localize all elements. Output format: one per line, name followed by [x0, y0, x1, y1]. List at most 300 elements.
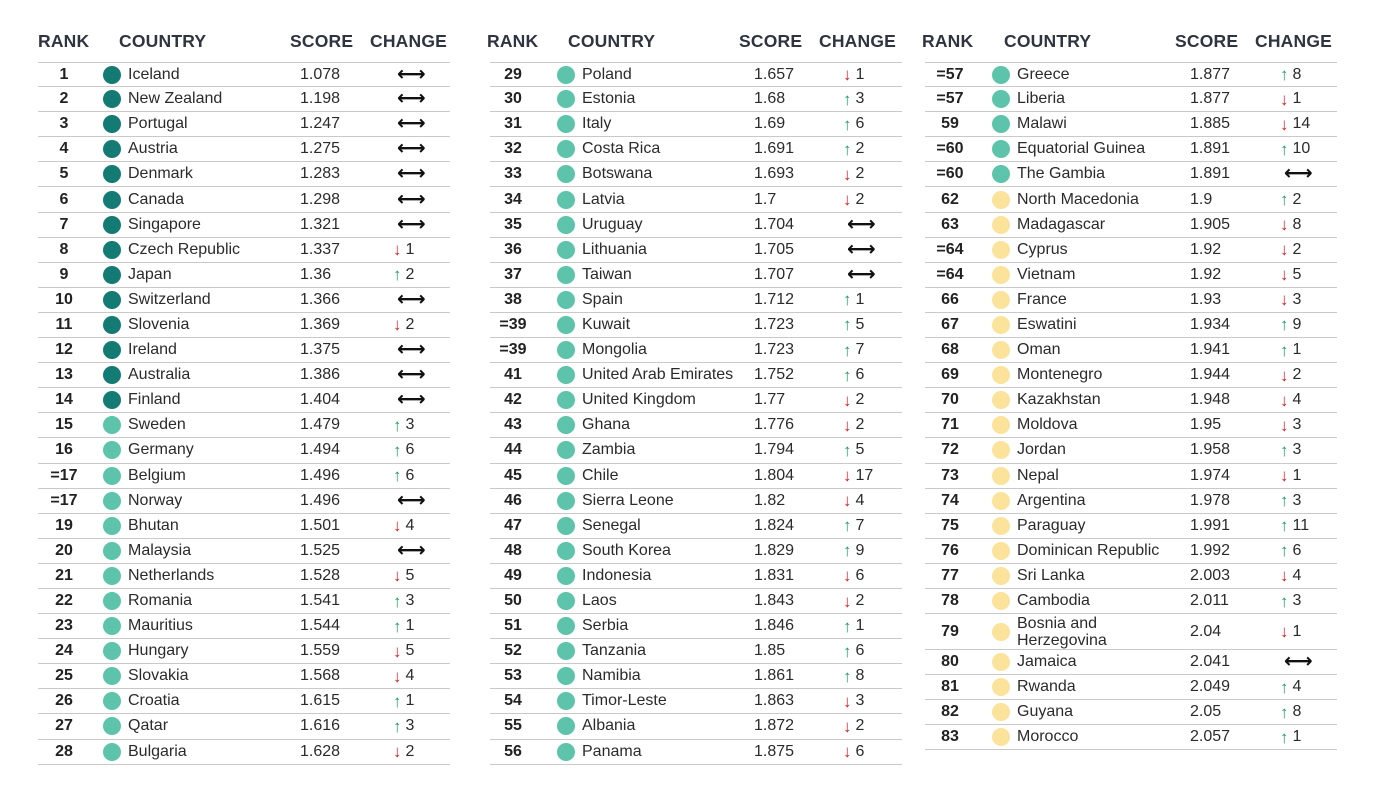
arrow-down-icon: ↓ [843, 466, 852, 486]
change-cell [843, 567, 864, 585]
country-cell: Sri Lanka [1017, 566, 1085, 584]
table-row [925, 589, 1337, 614]
change-value: 6 [855, 366, 865, 384]
change-value: 2 [405, 742, 415, 760]
score-cell: 1.804 [754, 466, 795, 484]
score-cell: 1.794 [754, 441, 795, 459]
tier-dot-icon [557, 467, 575, 485]
table-row [490, 489, 902, 514]
rank-cell: =17 [50, 466, 78, 484]
table-row [925, 363, 1337, 388]
tier-dot-icon [103, 241, 121, 259]
tier-dot-icon [992, 441, 1010, 459]
arrow-up-icon: ↑ [393, 691, 402, 711]
change-cell [397, 363, 426, 386]
country-cell: Bosnia and Herzegovina [1017, 614, 1107, 649]
score-cell: 1.541 [300, 592, 341, 610]
rank-cell: 1 [59, 65, 69, 83]
tier-dot-icon [992, 316, 1010, 334]
country-cell: Taiwan [582, 265, 632, 283]
tier-dot-icon [992, 291, 1010, 309]
country-cell: Croatia [128, 692, 180, 710]
arrow-up-icon: ↑ [1280, 65, 1289, 85]
rank-cell: 54 [504, 692, 522, 710]
change-cell [1280, 467, 1301, 485]
country-cell: Italy [582, 115, 612, 133]
country-cell: Japan [128, 265, 172, 283]
change-header: CHANGE [370, 31, 448, 51]
tier-dot-icon [557, 266, 575, 284]
rank-cell: 74 [941, 491, 959, 509]
change-value: 2 [855, 391, 865, 409]
rank-cell: 63 [941, 215, 959, 233]
change-value: 6 [405, 466, 415, 484]
arrow-left-right-icon: ⟷ [397, 112, 426, 135]
score-cell: 2.049 [1190, 678, 1231, 696]
score-cell: 1.693 [754, 165, 795, 183]
table-row [38, 639, 450, 664]
country-cell: Portugal [128, 115, 188, 133]
arrow-up-icon: ↑ [843, 290, 852, 310]
arrow-down-icon: ↓ [1280, 240, 1289, 260]
country-cell: Moldova [1017, 416, 1078, 434]
change-cell [843, 467, 873, 485]
change-value: 2 [405, 265, 415, 283]
table-row [38, 313, 450, 338]
table-row [925, 464, 1337, 489]
change-cell [1280, 703, 1301, 721]
change-cell [843, 743, 864, 761]
country-cell: Slovenia [128, 315, 190, 333]
change-value: 2 [855, 592, 865, 610]
rank-cell: 12 [55, 341, 73, 359]
arrow-up-icon: ↑ [1280, 727, 1289, 747]
rank-cell: 66 [941, 290, 959, 308]
rank-cell: 16 [55, 441, 73, 459]
arrow-down-icon: ↓ [843, 164, 852, 184]
rank-cell: 53 [504, 667, 522, 685]
country-cell: Finland [128, 391, 181, 409]
score-cell: 1.92 [1190, 240, 1222, 258]
rank-cell: 80 [941, 653, 959, 671]
arrow-down-icon: ↓ [393, 641, 402, 661]
table-row [925, 263, 1337, 288]
table-row [38, 62, 450, 87]
change-cell [843, 692, 864, 710]
score-cell: 2.04 [1190, 622, 1222, 640]
tier-dot-icon [557, 517, 575, 535]
score-cell: 1.704 [754, 215, 795, 233]
country-cell: Jamaica [1017, 653, 1077, 671]
change-value: 1 [405, 692, 415, 710]
score-cell: 1.369 [300, 315, 341, 333]
arrow-down-icon: ↓ [843, 415, 852, 435]
arrow-up-icon: ↑ [843, 516, 852, 536]
country-cell: Bhutan [128, 516, 179, 534]
arrow-up-icon: ↑ [843, 440, 852, 460]
score-cell: 1.298 [300, 190, 341, 208]
change-cell [1284, 162, 1313, 185]
arrow-up-icon: ↑ [1280, 190, 1289, 210]
rank-cell: 42 [504, 391, 522, 409]
country-cell: Cambodia [1017, 592, 1090, 610]
tier-dot-icon [992, 341, 1010, 359]
table-row [38, 137, 450, 162]
rank-cell: 76 [941, 541, 959, 559]
score-cell: 1.366 [300, 290, 341, 308]
table-row [925, 388, 1337, 413]
change-cell [397, 288, 426, 311]
score-cell: 1.885 [1190, 115, 1231, 133]
tier-dot-icon [103, 266, 121, 284]
rank-cell: 23 [55, 617, 73, 635]
tier-dot-icon [103, 191, 121, 209]
arrow-left-right-icon: ⟷ [397, 489, 426, 512]
table-row [925, 137, 1337, 162]
rank-cell: 52 [504, 642, 522, 660]
change-cell [843, 366, 864, 384]
change-cell [843, 291, 864, 309]
score-cell: 1.875 [754, 742, 795, 760]
country-cell: Hungary [128, 642, 189, 660]
tier-dot-icon [992, 366, 1010, 384]
table-row [38, 162, 450, 187]
country-cell: Denmark [128, 165, 193, 183]
table-row [38, 614, 450, 639]
arrow-up-icon: ↑ [393, 716, 402, 736]
table-row [925, 238, 1337, 263]
change-cell [843, 492, 864, 510]
change-value: 5 [855, 441, 865, 459]
score-cell: 1.891 [1190, 140, 1231, 158]
tier-dot-icon [557, 241, 575, 259]
tier-dot-icon [992, 165, 1010, 183]
tier-dot-icon [992, 467, 1010, 485]
country-cell: United Arab Emirates [582, 366, 734, 384]
score-cell: 1.948 [1190, 391, 1231, 409]
tier-dot-icon [992, 492, 1010, 510]
tier-dot-icon [557, 567, 575, 585]
tier-dot-icon [103, 391, 121, 409]
arrow-left-right-icon: ⟷ [397, 388, 426, 411]
change-value: 3 [1292, 416, 1302, 434]
change-value: 2 [1292, 366, 1302, 384]
country-cell: Botswana [582, 165, 653, 183]
country-cell: Sierra Leone [582, 491, 674, 509]
country-cell: Lithuania [582, 240, 647, 258]
change-value: 8 [1292, 215, 1302, 233]
rank-cell: 13 [55, 366, 73, 384]
country-cell: Mauritius [128, 617, 193, 635]
tier-dot-icon [103, 115, 121, 133]
score-cell: 1.92 [1190, 265, 1222, 283]
score-cell: 1.9 [1190, 190, 1213, 208]
score-cell: 1.824 [754, 516, 795, 534]
table-row [490, 213, 902, 238]
country-cell: Panama [582, 742, 642, 760]
table-row [490, 263, 902, 288]
change-value: 2 [1292, 240, 1302, 258]
change-cell [393, 517, 414, 535]
change-value: 8 [1292, 703, 1302, 721]
table-row [490, 438, 902, 463]
change-cell [397, 63, 426, 86]
table-row [490, 288, 902, 313]
score-cell: 1.628 [300, 742, 341, 760]
rank-cell: 28 [55, 742, 73, 760]
change-cell [397, 489, 426, 512]
country-cell: Albania [582, 717, 636, 735]
tier-dot-icon [557, 140, 575, 158]
table-row [38, 714, 450, 739]
change-value: 1 [1292, 341, 1302, 359]
arrow-up-icon: ↑ [843, 89, 852, 109]
arrow-down-icon: ↓ [1280, 265, 1289, 285]
rank-cell: 56 [504, 742, 522, 760]
change-cell [843, 717, 864, 735]
rank-cell: 48 [504, 541, 522, 559]
change-cell [843, 441, 864, 459]
score-cell: 1.974 [1190, 466, 1231, 484]
arrow-up-icon: ↑ [843, 641, 852, 661]
table-row [490, 714, 902, 739]
country-cell: Switzerland [128, 290, 211, 308]
country-cell: Czech Republic [128, 240, 241, 258]
table-row [38, 564, 450, 589]
score-cell: 1.77 [754, 391, 786, 409]
country-cell: Malawi [1017, 115, 1067, 133]
tier-dot-icon [992, 90, 1010, 108]
arrow-up-icon: ↑ [393, 440, 402, 460]
arrow-up-icon: ↑ [1280, 677, 1289, 697]
rank-cell: =60 [936, 140, 964, 158]
arrow-left-right-icon: ⟷ [397, 63, 426, 86]
table-row [490, 363, 902, 388]
arrow-left-right-icon: ⟷ [397, 539, 426, 562]
arrow-left-right-icon: ⟷ [397, 338, 426, 361]
country-cell: Senegal [582, 516, 641, 534]
change-value: 6 [855, 742, 865, 760]
rank-cell: 45 [504, 466, 522, 484]
table-row [925, 313, 1337, 338]
country-cell: Jordan [1017, 441, 1066, 459]
table-row [490, 62, 902, 87]
change-cell [1280, 316, 1301, 334]
change-value: 5 [405, 566, 415, 584]
score-cell: 2.057 [1190, 728, 1231, 746]
tier-dot-icon [557, 642, 575, 660]
country-cell: Spain [582, 290, 623, 308]
table-row [490, 564, 902, 589]
country-cell: Austria [128, 140, 178, 158]
change-value: 6 [855, 642, 865, 660]
change-cell [843, 316, 864, 334]
score-cell: 1.992 [1190, 541, 1231, 559]
arrow-down-icon: ↓ [393, 516, 402, 536]
arrow-up-icon: ↑ [843, 340, 852, 360]
arrow-left-right-icon: ⟷ [397, 288, 426, 311]
score-cell: 1.36 [300, 265, 332, 283]
tier-dot-icon [992, 66, 1010, 84]
change-cell [1280, 542, 1301, 560]
arrow-left-right-icon: ⟷ [397, 162, 426, 185]
rank-cell: 81 [941, 678, 959, 696]
change-cell [397, 87, 426, 110]
rank-cell: =64 [936, 265, 964, 283]
change-value: 3 [405, 592, 415, 610]
country-cell: Slovakia [128, 667, 189, 685]
arrow-up-icon: ↑ [843, 365, 852, 385]
score-cell: 1.705 [754, 240, 795, 258]
arrow-down-icon: ↓ [1280, 622, 1289, 642]
tier-dot-icon [103, 441, 121, 459]
table-row [38, 363, 450, 388]
change-value: 3 [405, 416, 415, 434]
country-cell: Kazakhstan [1017, 391, 1101, 409]
tier-dot-icon [992, 216, 1010, 234]
table-row [38, 288, 450, 313]
table-row [925, 539, 1337, 564]
country-cell: Timor-Leste [582, 692, 667, 710]
country-cell: Nepal [1017, 466, 1059, 484]
score-cell: 1.078 [300, 65, 341, 83]
score-cell: 1.337 [300, 240, 341, 258]
change-cell [843, 90, 864, 108]
table-row [38, 664, 450, 689]
score-cell: 1.7 [754, 190, 777, 208]
rank-cell: =39 [499, 341, 527, 359]
country-cell: Greece [1017, 65, 1070, 83]
change-value: 1 [405, 240, 415, 258]
arrow-up-icon: ↑ [1280, 491, 1289, 511]
rank-cell: 26 [55, 692, 73, 710]
table-row [38, 388, 450, 413]
rank-cell: 8 [59, 240, 69, 258]
tier-dot-icon [992, 653, 1010, 671]
table-row [38, 338, 450, 363]
change-value: 7 [855, 341, 865, 359]
table-row [38, 539, 450, 564]
change-cell [397, 188, 426, 211]
score-cell: 1.861 [754, 667, 795, 685]
table-row [38, 263, 450, 288]
table-row [925, 675, 1337, 700]
change-cell [393, 592, 414, 610]
table-row [490, 740, 902, 765]
change-cell [843, 592, 864, 610]
table-header [922, 28, 1337, 62]
country-cell: Bulgaria [128, 742, 187, 760]
rank-cell: 68 [941, 341, 959, 359]
arrow-up-icon: ↑ [1280, 702, 1289, 722]
arrow-down-icon: ↓ [393, 666, 402, 686]
arrow-up-icon: ↑ [843, 666, 852, 686]
rank-cell: =57 [936, 90, 964, 108]
change-value: 9 [1292, 315, 1302, 333]
country-cell: Rwanda [1017, 678, 1076, 696]
rank-cell: 78 [941, 592, 959, 610]
rank-header: RANK [38, 31, 90, 51]
change-cell [843, 341, 864, 359]
change-cell [1280, 517, 1309, 535]
score-cell: 1.496 [300, 491, 341, 509]
table-row [490, 589, 902, 614]
arrow-up-icon: ↑ [1280, 315, 1289, 335]
score-cell: 1.723 [754, 341, 795, 359]
tier-dot-icon [557, 66, 575, 84]
tier-dot-icon [103, 492, 121, 510]
change-cell [1280, 441, 1301, 459]
table-row [925, 438, 1337, 463]
table-row [490, 313, 902, 338]
rank-cell: 38 [504, 290, 522, 308]
change-cell [843, 115, 864, 133]
rank-cell: 79 [941, 622, 959, 640]
rank-cell: 9 [59, 265, 69, 283]
change-value: 1 [855, 65, 865, 83]
score-cell: 1.872 [754, 717, 795, 735]
tier-dot-icon [557, 492, 575, 510]
arrow-up-icon: ↑ [843, 114, 852, 134]
change-cell [1280, 366, 1301, 384]
change-cell [1280, 191, 1301, 209]
tier-dot-icon [557, 416, 575, 434]
change-cell [843, 66, 864, 84]
arrow-down-icon: ↓ [1280, 566, 1289, 586]
rank-cell: 22 [55, 592, 73, 610]
rank-cell: 15 [55, 416, 73, 434]
arrow-left-right-icon: ⟷ [847, 238, 876, 261]
tier-dot-icon [557, 717, 575, 735]
score-header: SCORE [290, 31, 354, 51]
rank-cell: 25 [55, 667, 73, 685]
score-cell: 1.941 [1190, 341, 1231, 359]
tier-dot-icon [103, 467, 121, 485]
change-cell [393, 717, 414, 735]
arrow-down-icon: ↓ [843, 190, 852, 210]
country-cell: Norway [128, 491, 183, 509]
tier-dot-icon [103, 341, 121, 359]
change-cell [1280, 416, 1301, 434]
score-cell: 1.544 [300, 617, 341, 635]
change-cell [1280, 66, 1301, 84]
rank-cell: =39 [499, 315, 527, 333]
change-cell [1284, 650, 1313, 673]
score-cell: 1.691 [754, 140, 795, 158]
score-cell: 1.321 [300, 215, 341, 233]
arrow-up-icon: ↑ [393, 616, 402, 636]
rank-cell: 77 [941, 566, 959, 584]
arrow-down-icon: ↓ [1280, 114, 1289, 134]
score-cell: 2.003 [1190, 566, 1231, 584]
rank-cell: 55 [504, 717, 522, 735]
change-value: 5 [1292, 265, 1302, 283]
score-cell: 1.843 [754, 592, 795, 610]
tier-dot-icon [103, 717, 121, 735]
tier-dot-icon [992, 542, 1010, 560]
change-cell [397, 213, 426, 236]
rank-cell: 83 [941, 728, 959, 746]
score-cell: 1.528 [300, 566, 341, 584]
change-value: 2 [1292, 190, 1302, 208]
change-value: 3 [1292, 290, 1302, 308]
rank-cell: 2 [59, 90, 69, 108]
country-cell: Ireland [128, 341, 177, 359]
score-cell: 1.386 [300, 366, 341, 384]
change-cell [393, 642, 414, 660]
tier-dot-icon [557, 441, 575, 459]
tier-dot-icon [557, 165, 575, 183]
